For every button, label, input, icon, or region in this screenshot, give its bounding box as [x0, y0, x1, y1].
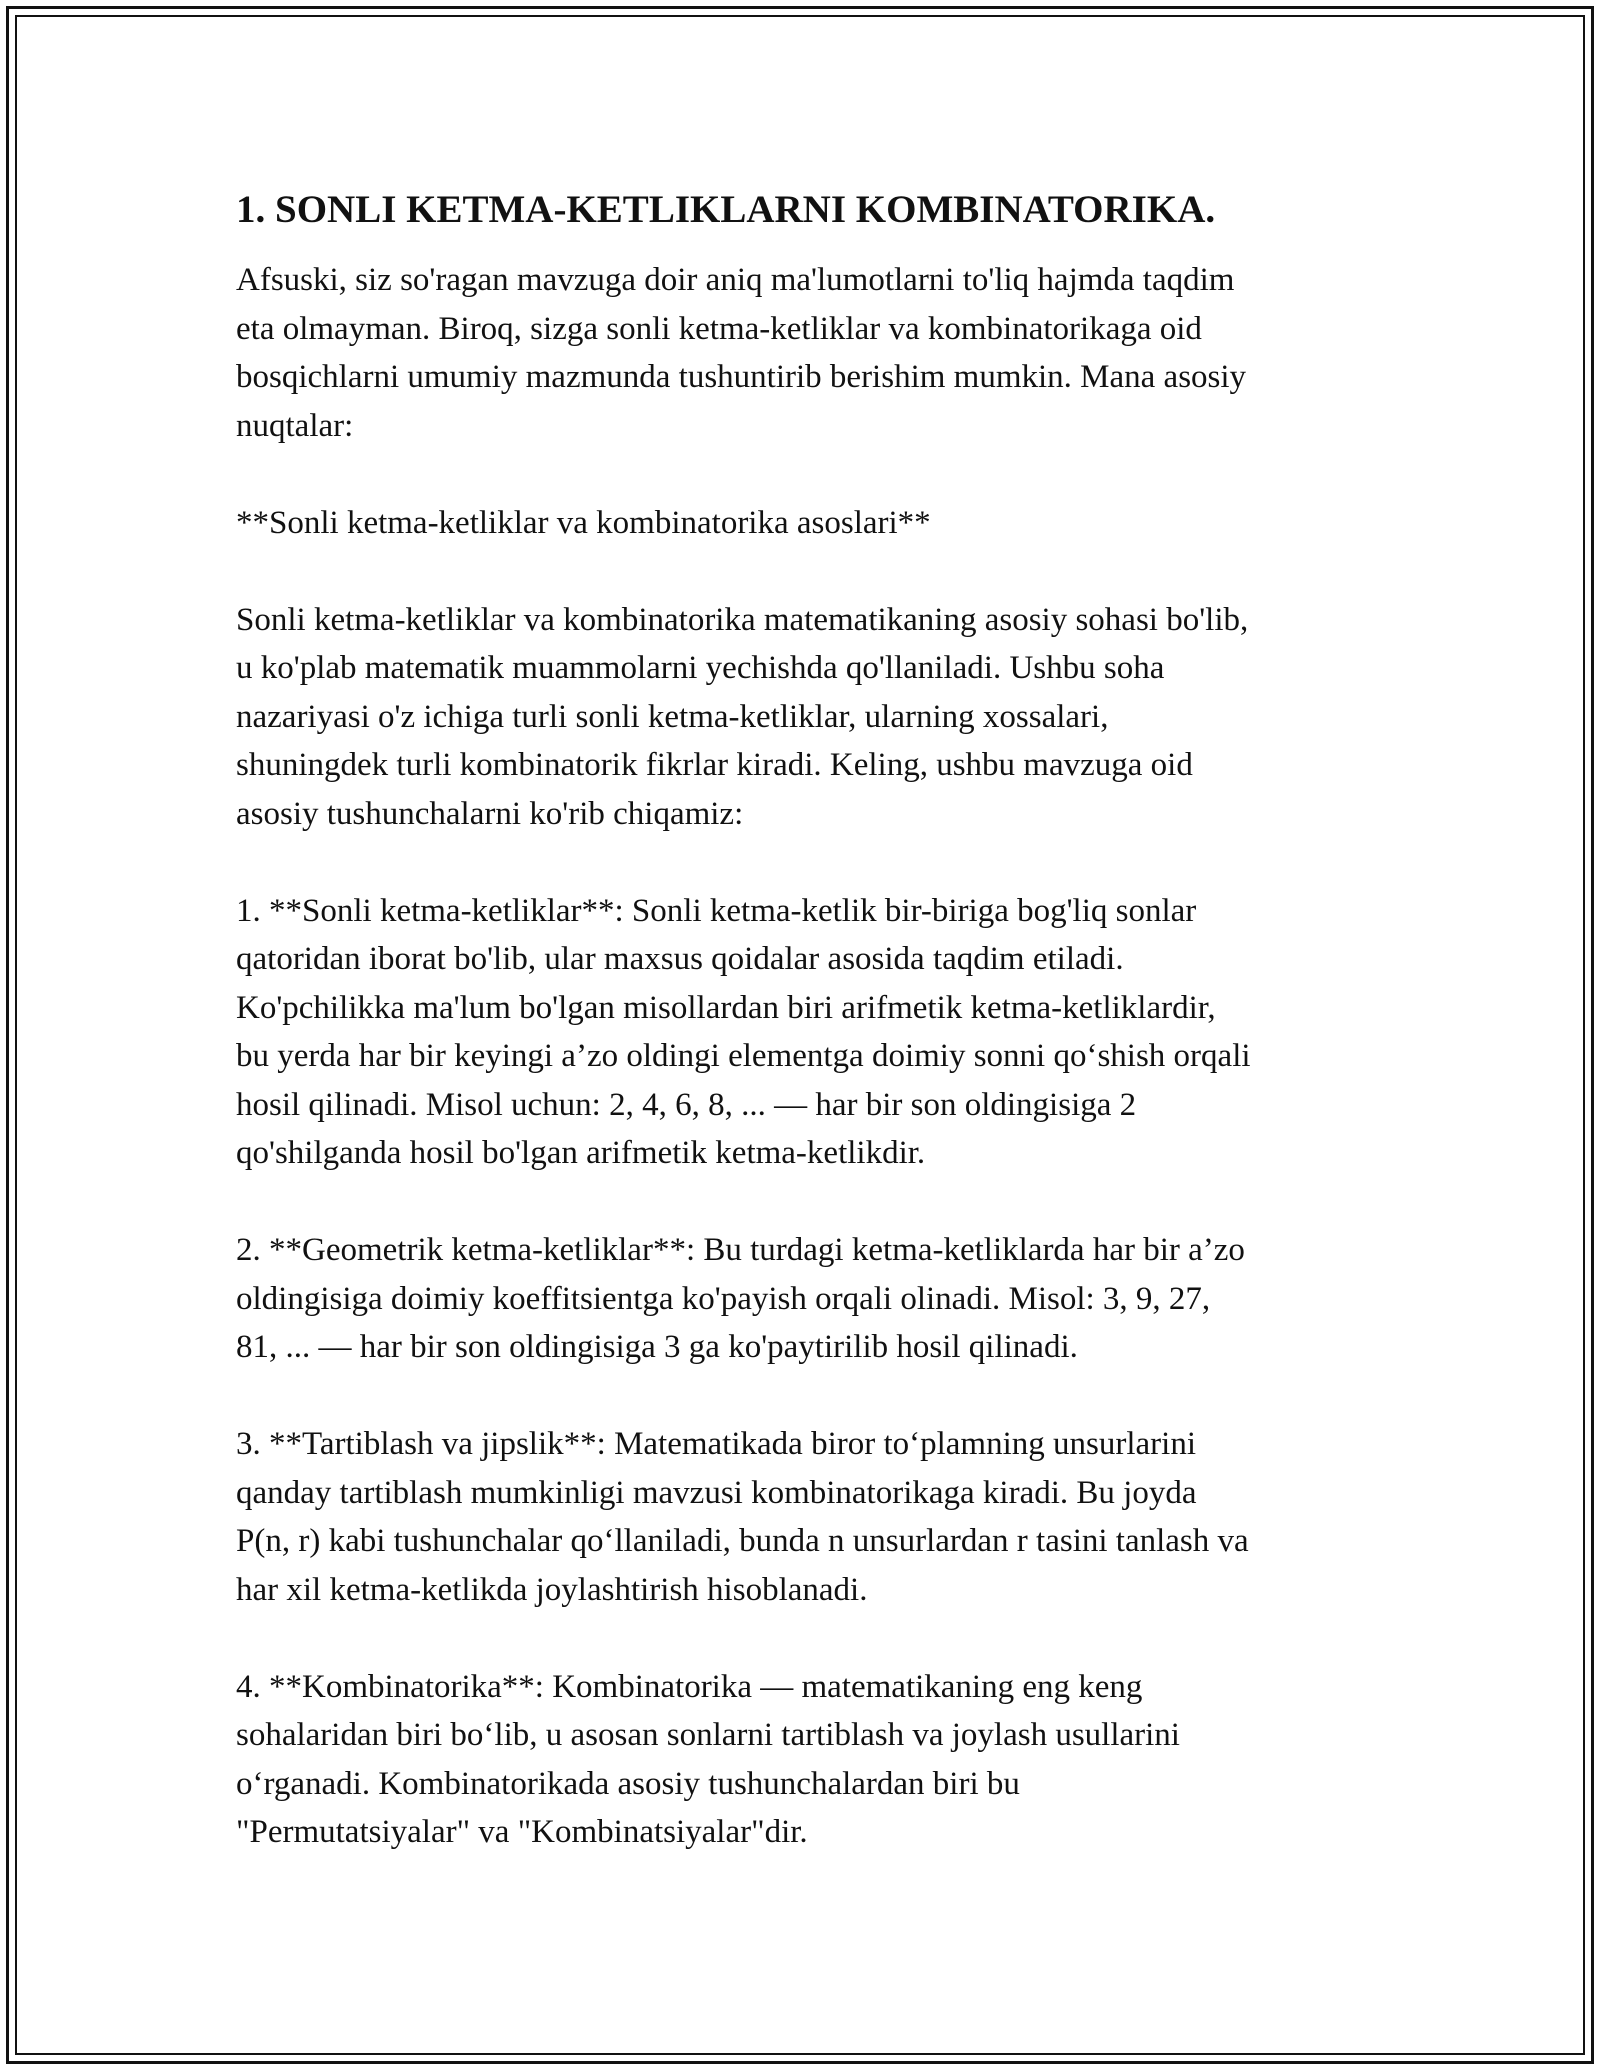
overview-paragraph: Sonli ketma-ketliklar va kombinatorika matematikaning asosiy sohasi bo'lib, u ko'plab matematik muammolarni yechishda qo'llaniladi. Ushbu soha nazariyasi o'z ichiga turli sonli ketma-ketliklar, ularning xossalari, shuningdek turli kombinatorik fikrlar kiradi. Keling, ushbu mavzuga oid asosiy tushunchalarni ko'rib chiqamiz: [236, 601, 1249, 832]
paragraph-spacer [236, 547, 1366, 596]
intro-paragraph: Afsuski, siz so'ragan mavzuga doir aniq ma'lumotlarni to'liq hajmda taqdim eta olmayman. Biroq, sizga sonli ketma-ketliklar va kombinatorikaga oid bosqichlarni umumiy mazmunda tushuntirib berishim mumkin. Mana asosiy nuqtalar: [236, 262, 1247, 444]
list-item-combinatorics: 4. **Kombinatorika**: Kombinatorika — matematikaning eng keng sohalaridan biri bo‘lib, u asosan sonlarni tartiblash va joylash usullarini o‘rganadi. Kombinatorikada asosiy tushunchalardan biri bu "Permutatsiyalar" va "Kombinatsiyalar"dir. [236, 1668, 1180, 1850]
paragraph-spacer [236, 1178, 1366, 1227]
paragraph-spacer [236, 1614, 1366, 1663]
document-body [236, 186, 1366, 1857]
section-subheading: **Sonli ketma-ketliklar va kombinatorika asoslari** [236, 504, 931, 541]
paragraph-spacer [236, 838, 1366, 887]
paragraph-spacer [236, 1372, 1366, 1421]
list-item-geometric-sequences: 2. **Geometrik ketma-ketliklar**: Bu turdagi ketma-ketliklarda har bir a’zo oldingisiga doimiy koeffitsientga ko'payish orqali olinadi. Misol: 3, 9, 27, 81, ... — har bir son oldingisiga 3 ga ko'paytirilib hosil qilinadi. [236, 1232, 1245, 1365]
list-item-ordering: 3. **Tartiblash va jipslik**: Matematikada biror to‘plamning unsurlarini qanday tartiblash mumkinligi mavzusi kombinatorikaga kiradi. Bu joyda P(n, r) kabi tushunchalar qo‘llaniladi, bunda n unsurlardan r tasini tanlash va har xil ketma-ketlikda joylashtirish hisoblanadi. [236, 1426, 1249, 1608]
paragraph-spacer [236, 450, 1366, 499]
document-title: 1. SONLI KETMA-KETLIKLARNI KOMBINATORIKA. [236, 188, 1216, 231]
list-item-numeric-sequences: 1. **Sonli ketma-ketliklar**: Sonli ketma-ketlik bir-biriga bog'liq sonlar qatoridan iborat bo'lib, ular maxsus qoidalar asosida taqdim etiladi. Ko'pchilikka ma'lum bo'lgan misollardan biri arifmetik ketma-ketliklardir, bu yerda har bir keyingi a’zo oldingi elementga doimiy sonni qo‘shish orqali hosil qilinadi. Misol uchun: 2, 4, 6, 8, ... — har bir son oldingisiga 2 qo'shilganda hosil bo'lgan arifmetik ketma-ketlikdir. [236, 892, 1251, 1171]
